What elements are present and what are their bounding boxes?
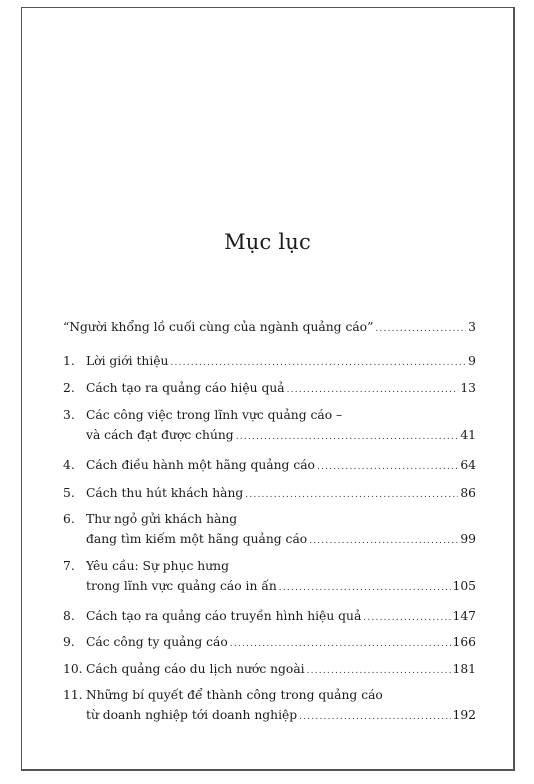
leader-dots [279,580,451,596]
toc-entry-page: 86 [460,486,476,500]
toc-entry-title: Lời giới thiệu [86,354,169,368]
toc-entry-number: 8. [63,609,75,623]
toc-entry-title-continued: và cách đạt được chúng [86,428,234,442]
toc-entry-number: 6. [63,512,75,526]
toc-entry-title: Yêu cầu: Sự phục hưng [86,559,229,573]
toc-entry-title: Cách điều hành một hãng quảng cáo [86,458,315,472]
toc-entry-6 [63,511,476,549]
toc-entry-title-continued: từ doanh nghiệp tới doanh nghiệp [86,708,298,722]
toc-entry-number: 10. [63,662,83,676]
toc-entry-7 [63,558,476,596]
toc-entry-number: 9. [63,635,75,649]
toc-entry-page: 192 [452,708,476,722]
toc-entry-page: 41 [460,428,476,442]
toc-entry-4 [63,457,476,475]
toc-entry-intro [63,319,476,337]
toc-entry-title: Các công ty quảng cáo [86,635,228,649]
toc-entry-page: 166 [452,635,476,649]
toc-entry-title-continued: trong lĩnh vực quảng cáo in ấn [86,579,277,593]
toc-entry-8 [63,608,476,626]
toc-entry-page: 105 [452,579,476,593]
toc-entry-page: 64 [460,458,476,472]
book-page [21,7,515,771]
leader-dots [307,663,451,679]
toc-entry-title: Cách thu hút khách hàng [86,486,244,500]
leader-dots [236,429,459,445]
toc-entry-11 [63,687,476,725]
leader-dots [170,355,466,371]
toc-entry-title: Thư ngỏ gửi khách hàng [86,512,238,526]
toc-entry-10 [63,661,476,679]
toc-entry-number: 2. [63,381,75,395]
toc-entry-page: 99 [460,532,476,546]
toc-entry-3 [63,407,476,445]
toc-entry-number: 11. [63,688,83,702]
leader-dots [230,636,451,652]
leader-dots [363,610,450,626]
toc-entry-number: 1. [63,354,75,368]
leader-dots [287,382,459,398]
leader-dots [375,321,466,337]
leader-dots [317,459,458,475]
toc-entry-title: Cách quảng cáo du lịch nước ngoài [86,662,305,676]
leader-dots [245,487,458,503]
page-title: Mục lục [224,230,311,254]
toc-entry-page: 147 [452,609,476,623]
leader-dots [309,533,458,549]
leader-dots [299,709,450,725]
toc-entry-title: Các công việc trong lĩnh vực quảng cáo – [86,408,343,422]
toc-entry-title: Cách tạo ra quảng cáo hiệu quả [86,381,285,395]
toc-entry-number: 4. [63,458,75,472]
toc-entry-page: 13 [460,381,476,395]
toc-entry-page: 9 [468,354,476,368]
toc-entry-title: Cách tạo ra quảng cáo truyền hình hiệu quả [86,609,362,623]
toc-entry-number: 7. [63,559,75,573]
toc-entry-2 [63,380,476,398]
toc-entry-number: 3. [63,408,75,422]
toc-entry-number: 5. [63,486,75,500]
toc-entry-5 [63,485,476,503]
toc-entry-title-continued: đang tìm kiếm một hãng quảng cáo [86,532,308,546]
toc-entry-1 [63,353,476,371]
toc-entry-page: 181 [452,662,476,676]
toc-entry-9 [63,634,476,652]
toc-entry-title: Những bí quyết để thành công trong quảng cáo [86,688,383,702]
toc-entry-title: “Người khổng lồ cuối cùng của ngành quảng cáo” [63,320,374,334]
toc-entry-page: 3 [468,320,476,334]
